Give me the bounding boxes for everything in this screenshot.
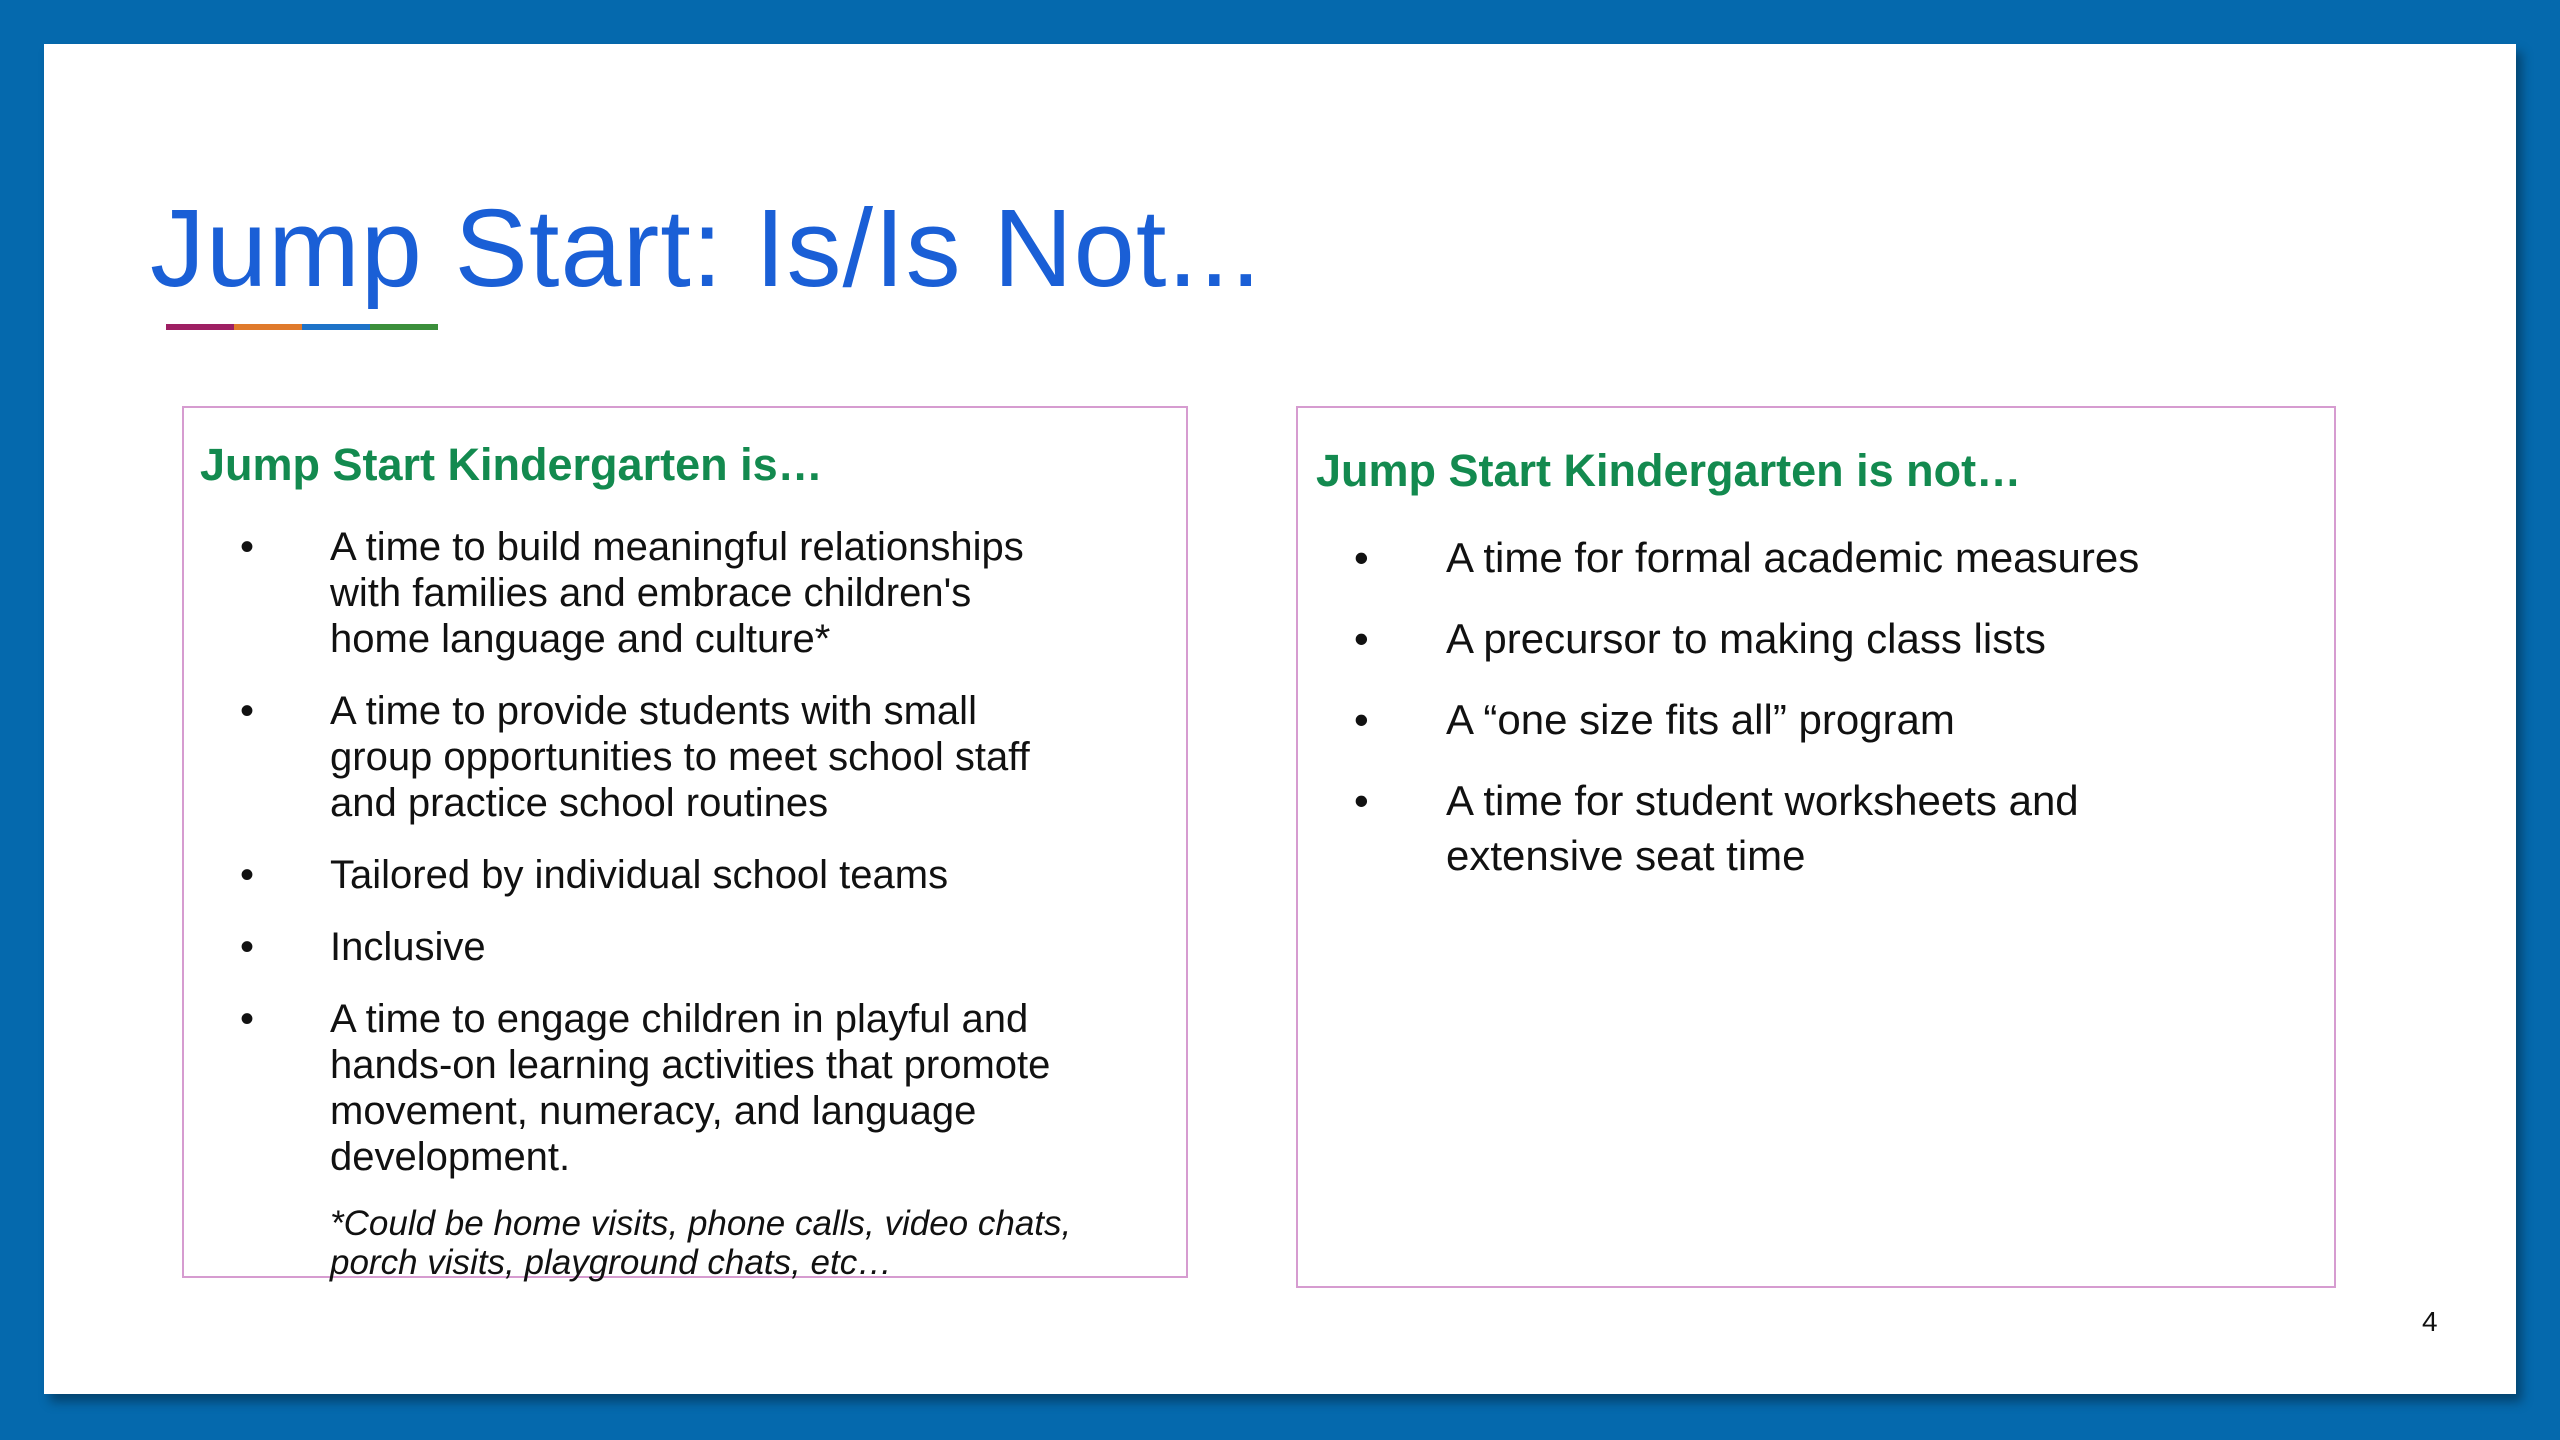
bullet-icon: • xyxy=(240,853,255,897)
list-item xyxy=(184,996,1184,1180)
title-underline xyxy=(166,324,438,330)
list-item xyxy=(1298,611,2332,666)
footnote-line: porch visits, playground chats, etc… xyxy=(330,1243,893,1282)
list-item xyxy=(184,852,1184,898)
bullet-icon: • xyxy=(1354,534,1369,581)
list-item-text: hands-on learning activities that promote xyxy=(330,1043,1051,1087)
footnote xyxy=(330,1204,1071,1282)
bullet-icon: • xyxy=(240,997,255,1041)
underline-segment-1 xyxy=(166,324,234,330)
list-item xyxy=(184,688,1184,826)
bullet-icon: • xyxy=(240,689,255,733)
list-item xyxy=(1298,773,2332,883)
list-item-text: extensive seat time xyxy=(1446,832,1806,879)
is-not-box-heading: Jump Start Kindergarten is not… xyxy=(1316,445,2022,496)
is-not-list xyxy=(1298,530,2332,909)
list-item-text: Inclusive xyxy=(330,925,486,969)
page-number: 4 xyxy=(2422,1306,2438,1337)
list-item xyxy=(184,924,1184,970)
is-not-box xyxy=(1296,406,2336,1288)
list-item-text: group opportunities to meet school staff xyxy=(330,735,1030,779)
slide xyxy=(44,44,2516,1394)
is-box-heading: Jump Start Kindergarten is… xyxy=(200,439,823,490)
list-item-text: A time for student worksheets and xyxy=(1446,777,2079,824)
list-item-text: A time to build meaningful relationships xyxy=(330,525,1024,569)
list-item-text: with families and embrace children's xyxy=(330,571,972,615)
bullet-icon: • xyxy=(1354,615,1369,662)
bullet-icon: • xyxy=(240,925,255,969)
list-item xyxy=(1298,530,2332,585)
list-item xyxy=(1298,692,2332,747)
bullet-icon: • xyxy=(1354,777,1369,824)
bullet-icon: • xyxy=(240,525,255,569)
list-item-text: and practice school routines xyxy=(330,781,829,825)
slide-title: Jump Start: Is/Is Not... xyxy=(150,187,1263,310)
list-item xyxy=(184,524,1184,662)
list-item-text: A time for formal academic measures xyxy=(1446,534,2140,581)
list-item-text: A precursor to making class lists xyxy=(1446,615,2046,662)
list-item-text: A “one size fits all” program xyxy=(1446,696,1955,743)
underline-segment-2 xyxy=(234,324,302,330)
list-item-text: development. xyxy=(330,1135,571,1179)
is-list xyxy=(184,524,1184,1206)
list-item-text: movement, numeracy, and language xyxy=(330,1089,977,1133)
bullet-icon: • xyxy=(1354,696,1369,743)
list-item-text: Tailored by individual school teams xyxy=(330,853,949,897)
list-item-text: home language and culture* xyxy=(330,617,831,661)
footnote-line: *Could be home visits, phone calls, video chats, xyxy=(330,1204,1072,1243)
underline-segment-4 xyxy=(370,324,438,330)
underline-segment-3 xyxy=(302,324,370,330)
list-item-text: A time to engage children in playful and xyxy=(330,997,1029,1041)
list-item-text: A time to provide students with small xyxy=(330,689,977,733)
is-box xyxy=(182,406,1188,1282)
